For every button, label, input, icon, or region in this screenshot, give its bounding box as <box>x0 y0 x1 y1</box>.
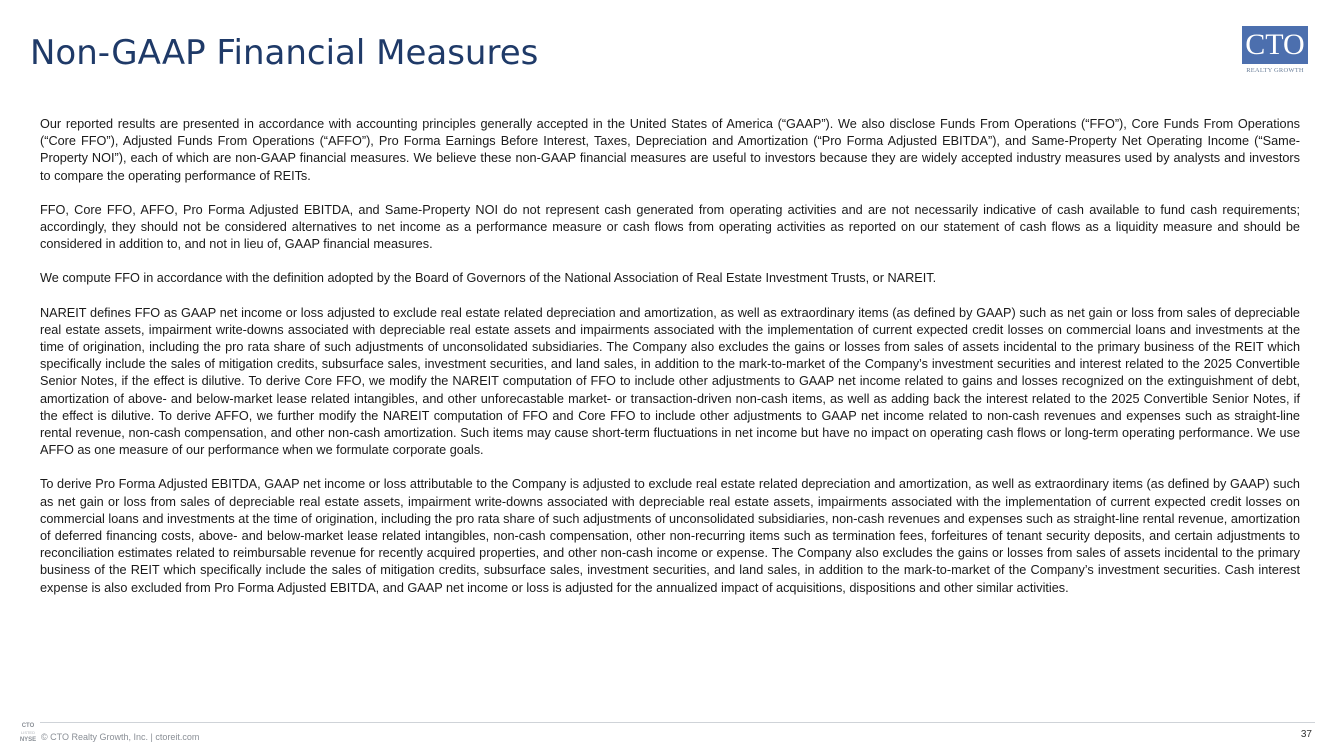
paragraph-pro-forma-ebitda: To derive Pro Forma Adjusted EBITDA, GAAP net income or loss attributable to the Company is adjusted to exclude real estate related depreciation and amortization, as well as extraordinary items (as defined by GAAP) such as net gain or loss from sales of depreciable real estate assets, impairment write-downs associated with depreciable real estate assets, impairments associated with the implementation of current expected credit losses on commercial loans and investments at the time of origination, including the pro rata share of such adjustments of unconsolidated subsidiaries, non-cash revenues and expenses such as straight-line rental revenue, amortization of deferred financing costs, above- and below-market lease related intangibles, non-cash compensation, other non-recurring items such as termination fees, forfeitures of tenant security deposits, and certain adjustments to reconciliation estimates related to reimbursable revenue for recently acquired properties, and other non-cash income or expense. The Company also excludes the gains or losses from sales of assets incidental to the primary business of the REIT which specifically include the sales of mitigation credits, subsurface sales, investment securities, and land sales, in addition to the mark-to-market of the Company’s investment securities. Cash interest expense is also excluded from Pro Forma Adjusted EBITDA, and GAAP net income or loss is adjusted for the annualized impact of acquisitions, dispositions and other similar activities. <box>40 477 1300 595</box>
copyright-text: © CTO Realty Growth, Inc. | ctoreit.com <box>41 732 200 742</box>
page-number: 37 <box>1300 729 1312 740</box>
footer-divider <box>40 722 1315 723</box>
paragraph-nareit-ffo-definition: NAREIT defines FFO as GAAP net income or loss adjusted to exclude real estate related depreciation and amortization, as well as extraordinary items (as defined by GAAP) such as net gain or loss from sales of depreciable real estate assets, impairment write-downs associated with depreciable real estate assets and impairments associated with the implementation of current expected credit losses on commercial loans and investments at the time of origination, including the pro rata share of such adjustments of unconsolidated subsidiaries. The Company also excludes the gains or losses from sales of assets incidental to the primary business of the REIT which specifically include the sales of mitigation credits, subsurface sales, investment securities, and land sales, in addition to the mark-to-market of the Company’s investment securities and interest related to the 2025 Convertible Senior Notes, if the effect is dilutive. To derive Core FFO, we modify the NAREIT computation of FFO to include other adjustments to GAAP net income related to gains and losses recognized on the extinguishment of debt, amortization of above- and below-market lease related intangibles, and other unforecastable market- or transaction-driven non-cash items, as well as adding back the interest related to the 2025 Convertible Senior Notes, if the effect is dilutive. To derive AFFO, we further modify the NAREIT computation of FFO and Core FFO to include other adjustments to GAAP net income related to non-cash revenues and expenses such as straight-line rental revenue, non-cash compensation, and other non-cash amortization. Such items may cause short-term fluctuations in net income but have no impact on operating cash flows or long-term operating performance. We use AFFO as one measure of our performance when we formulate corporate goals. <box>40 305 1300 458</box>
paragraph-not-cash-measures: FFO, Core FFO, AFFO, Pro Forma Adjusted EBITDA, and Same-Property NOI do not represent cash generated from operating activities and are not necessarily indicative of cash available to fund cash requirements; accordingly, they should not be considered alternatives to net income as a performance measure or cash flows from operating activities as reported on our statement of cash flows as a liquidity measure and should be considered in addition to, and not in lieu of, GAAP financial measures. <box>40 202 1300 252</box>
company-logo <box>1242 26 1308 76</box>
paragraph-ffo-definition-source: We compute FFO in accordance with the definition adopted by the Board of Governors of the National Association of Real Estate Investment Trusts, or NAREIT. <box>40 271 937 286</box>
footer-logo-mid: LISTED <box>20 730 35 735</box>
footer-logo-top: CTO <box>21 723 35 729</box>
page-title: Non-GAAP Financial Measures <box>30 33 539 73</box>
paragraph-non-gaap-intro: Our reported results are presented in accordance with accounting principles generally accepted in the United States of America (“GAAP”). We also disclose Funds From Operations (“FFO”), Core Funds From Operations (“Core FFO”), Adjusted Funds From Operations (“AFFO”), Pro Forma Earnings Before Interest, Taxes, Depreciation and Amortization (“Pro Forma Adjusted EBITDA”), and Same-Property Net Operating Income (“Same-Property NOI”), each of which are non-GAAP financial measures. We believe these non-GAAP financial measures are useful to investors because they are widely accepted industry measures used by analysts and investors to compare the operating performance of REITs. <box>40 117 1300 183</box>
logo-wordmark: CTO <box>1242 26 1308 64</box>
logo-tagline: REALTY GROWTH <box>1246 67 1304 74</box>
footer-logo-bottom: NYSE <box>19 737 37 743</box>
body-text <box>40 116 1300 614</box>
nyse-listed-logo <box>18 723 38 747</box>
